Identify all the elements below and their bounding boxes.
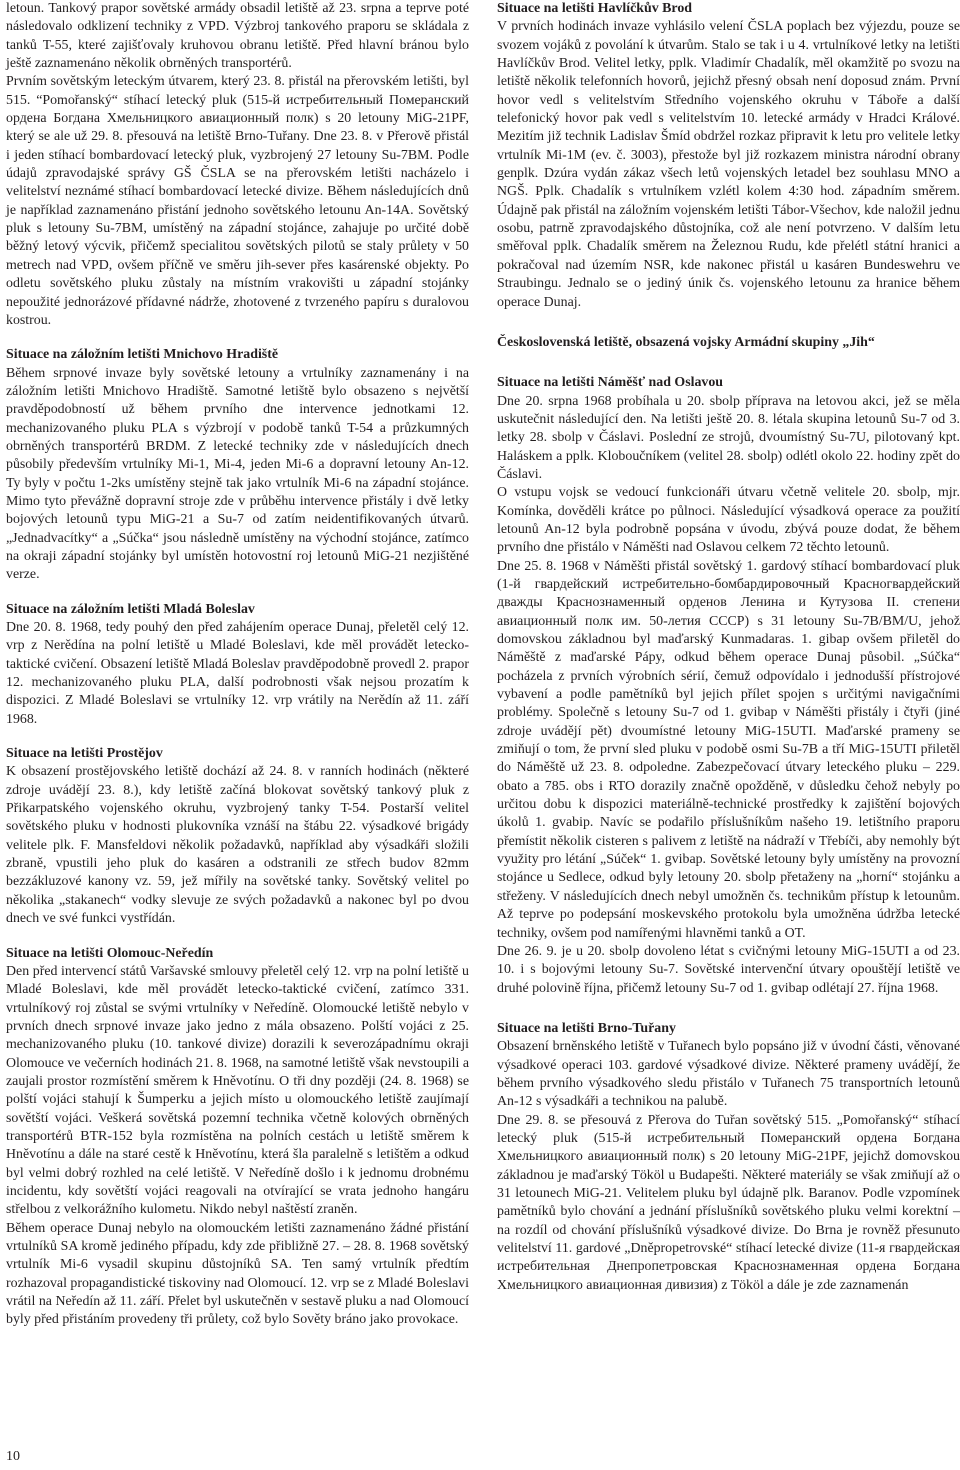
right-column [497,0,960,1295]
section-heading: Situace na letišti Náměšť nad Oslavou [497,375,724,391]
paragraph: K obsazení prostějovského letiště dochází až 24. 8. v ranních hodinách (některé zdroje uvádějí 23. 8.), kdy letiště začíná blokovat sovětský tankový pluk z Přikarpatského vojenského okruhu, vyzbrojený tanky T-54. Postarší velitel sovětského pluku v hodnosti plukovníka vznáší na štábu 22. výsadkové brigády velitele plk. F. Mansfeldovi několik požadavků, například aby výsadkáři složili zbraně, vpustili jeho pluk do kasáren a odstranili ze střech budov 82mm bezzákluzové kanony vz. 59, jež mířily na sovětské tanky. Sovětský velitel po několika „stakanech“ vodky slevuje ze svých požadavků a nakonec byl po dvou dnech ve své funkci vystřídán. [6,764,469,927]
section-heading: Situace na záložním letišti Mladá Boleslav [6,601,255,617]
paragraph: Dne 20. 8. 1968, tedy pouhý den před zahájením operace Dunaj, přeletěl celý 12. vrp z Nerědína na polní letiště u Mladé Boleslavi, kde měl provádět letecko-taktické cvičení. Obsazení letiště Mladá Boleslav pravděpodobně provedl 2. prapor 12. mechanizovaného pluku PLA, další podrobnosti však nejsou prozatím k dispozici. Z Mladé Boleslavi se vrtulníky 12. vrp vrátily na Nerědín až 11. září 1968. [6,620,469,727]
section-gap [497,312,960,334]
section-heading: Situace na letišti Havlíčkův Brod [497,1,692,16]
paragraph: Obsazení brněnského letiště v Tuřanech bylo popsáno již v úvodní části, věnované výsadkové operaci 103. gardové výsadkové divize. Některé prameny uvádějí, že během prvního výsadkového sledu přistálo v Tuřanech 75 transportních letounů An-12 s výsadkáři a technikou na palubě. [497,1039,960,1110]
chapter-heading: Československá letiště, obsazená vojsky Armádní skupiny „Jih“ [497,334,875,350]
section-heading: Situace na letišti Olomouc-Neředín [6,945,214,961]
left-column [6,0,469,1330]
page-number: 10 [6,1449,20,1464]
section-gap [6,330,469,346]
section-gap [6,929,469,945]
paragraph: Během operace Dunaj nebylo na olomouckém letišti zaznamenáno žádné přistání vrtulníků SA kromě jediného případu, kdy zde přibližně 27. – 28. 8. 1968 sovětský vrtulník Mi-6 vysadil skupinu důstojníků SA. Ten samý vrtulník předtím rozhazoval propagandistické tiskoviny nad Olomoucí. 12. vrp se z Mladé Boleslavi vrátil na Neředín až 11. září. Přelet byl uskutečněn v sestavě pluku a nad Olomoucí byly před přistáním provedeny tři průlety, což bylo Sověty bráno jako provokace. [6,1220,469,1328]
paragraph: Dne 29. 8. se přesouvá z Přerova do Tuřan sovětský 515. „Pomořanský“ stíhací letecký pluk (515-й истребительный Померанский ордена Богдана Хмельницкого авиационный полк) s 20 letouny MiG-21PF, jejichž domovskou základnou je maďarský Tököl u Budapešti. Některé materiály se však zmiňují až o 31 letounech MiG-21. Velitelem pluku byl údajně plk. Baranov. Podle vzpomínek pamětníků bylo chování a jednání příslušníků sovětského pluku velmi korektní – na rozdíl od chování příslušníků výsadkové divize. Do Brna je rovněž přesunuto velitelství 11. gardové „Dněpropetrovské“ stíhací letecké divize (11-я гвардейская истребительная Днепропетровская Краснознаменная ордена Богдана Хмельницкого авиационная дивизия) z Tököl a dále je zde zaznamenán [497,1112,960,1293]
paragraph: O vstupu vojsk se vedoucí funkcionáři útvaru včetně velitele 20. sbolp, mjr. Komínka, dověděli krátce po půlnoci. Následující výsadková operace za použití letounů An-12 byla podrobně popsána v úvodu, zbývá pouze dodat, že během prvního dne přistálo v Náměšti nad Oslavou celkem 72 těchto letounů. [497,485,960,556]
paragraph: letoun. Tankový prapor sovětské armády obsadil letiště až 23. srpna a teprve poté následovalo odklizení techniky z VPD. Výzbroj tankového praporu se skládala z tanků T-55, které zajišťovaly kruhovou obranu letiště. Před hlavní bránou bylo ještě zaznamenáno několik obrněných transportérů. [6,1,469,72]
paragraph: V prvních hodinách invaze vyhlásilo velení ČSLA poplach bez výjezdu, pouze se svozem vojáků z povolání k útvarům. Stalo se tak i u 4. vrtulníkové letky na letišti Havlíčkův Brod. Velitel letky, pplk. Vladimír Chadalík, měl okamžitě po svozu na letiště několik telefonních hovorů, jejichž přesný obsah není doposud znám. První hovor vedl s velitelstvím Středního vojenského okruhu v Táboře a další telefonický hovor pak vedl s velitelstvím 10. letecké armády v Hradci Králové. Mezitím již technik Ladislav Šmíd obdržel rozkaz připravit k letu pro velitele letky vrtulník Mi-1M (ev. č. 3003), přestože byl již rozkazem ministra národní obrany genplk. Dzúra vydán zákaz všech letů vojenských letadel bez souhlasu MNO a NGŠ. Pplk. Chadalík s vrtulníkem vzlétl kolem 4:30 hod. západním směrem. Údajně pak přistál na záložním vojenském letišti Tábor-Všechov, kde naložil jednu osobu, patrně zpravodajského důstojníka, což ale není potvrzeno. V dalším letu směřoval pplk. Chadalík směrem na Železnou Rudu, kde přelétl státní hranici a pokračoval nad územím NSR, kde nakonec přistál u kasáren Bundeswehru ve Straubingu. Jednalo se o jediný únik čs. vojenského letounu za hranice během operace Dunaj. [497,19,960,310]
section-gap [497,998,960,1020]
section-gap [497,352,960,374]
section-heading: Situace na letišti Brno-Tuřany [497,1020,676,1036]
paragraph: Během srpnové invaze byly sovětské letouny a vrtulníky zaznamenány i na záložním letišti Mnichovo Hradiště. Samotné letiště bylo obsazeno s největší pravděpodobností už během prvního dne intervence jednotkami 12. mechanizovaného pluku PLA s výzbrojí v podobě tanků T-54 a průzkumných obrněných transportérů BRDM. Z letecké techniky zde v následujících dnech působily především vrtulníky Mi-1, Mi-4, jeden Mi-6 a dopravní letouny An-12. Ty byly v počtu 1-2ks umístěny stejně tak jako vrtulník Mi-6 na západní stojánce. Mimo tyto převážně dopravní stroje zde v průběhu intervence přistály i dvě letky bojových letounů typu MiG-21 a Su-7 od zatím neidentifikovaných útvarů. „Jednadvacítky“ a „Súčka“ jsou následně umístěny na východní stojánce, zatímco na okraji západní stojánky byl umístěn hotovostní roj letounů MiG-21 nezjištěné verze. [6,365,469,583]
section-heading: Situace na záložním letišti Mnichovo Hradiště [6,347,279,363]
section-heading: Situace na letišti Prostějov [6,746,163,762]
section-gap [6,729,469,745]
paragraph: Den před intervencí států Varšavské smlouvy přeletěl celý 12. vrp na polní letiště u Mladé Boleslavi, kde měl provádět letecko-taktické cvičení, zatímco 331. vrtulníkový roj zůstal se svými vrtulníky v Neředíně. Olomoucké letiště nebylo v prvních dnech srpnové invaze jako jedno z mála obsazeno. Polští vojáci z 25. mechanizovaného pluku (10. tankové divize) dorazili k severozápadnímu okraji Olomouce ve večerních hodinách 21. 8. 1968, na samotné letiště však nevstoupili a zaujali prostor rozmístění směrem k Hněvotínu. O tři dny později (24. 8. 1968) se polští vojáci stahují k Šumperku a jejich místo u olomouckého letiště zaujímají sovětští vojáci. Veškerá sovětská pozemní technika včetně kolových obrněných transportérů BTR-152 byla rozmístěna na polních cestách u letiště směrem k Hněvotínu a dále na staré cestě k Hněvotínu, která šla paralelně s letištěm a odkud byl velmi dobrý rozhled na celé letiště. V Neředíně došlo i k jednomu drobnému incidentu, kdy sovětští vojáci reagovali na otvírající se vrata jednoho hangáru střelbou z velkorážního kulometu. Nikdo nebyl naštěstí zraněn. [6,963,469,1218]
paragraph: Dne 20. srpna 1968 probíhala u 20. sbolp příprava na letovou akci, jež se měla uskutečnit následující den. Na letišti ještě 20. 8. létala skupina letounů Su-7 od 3. letky 28. sbolp v Čáslavi. Poslední ze strojů, dvoumístný Su-7U, pilotovaný kpt. Haláskem a pplk. Kloboučníkem (velitel 28. sbolp) odlétl okolo 22. hodiny zpět do Čáslavi. [497,393,960,482]
paragraph: Prvním sovětským leteckým útvarem, který 23. 8. přistál na přerovském letišti, byl 515. “Pomořanský“ stíhací letecký pluk (515-й истребительный Померанский ордена Богдана Хмельницкого авиационный полк) s 20 letouny MiG-21PF, který se ale už 29. 8. přesouvá na letiště Brno-Tuřany. Dne 23. 8. v Přerově přistál i jeden stíhací bombardovací letecký pluk, vyzbrojený 27 letouny Su-7BM. Podle údajů zpravodajské správy GŠ ČSLA se na přerovském letišti nacházelo i velitelství neznámé stíhací bombardovací letecké divize. Během následujících dnů je například zaznamenáno přistání jednoho sovětského letounu An-14A. Sovětský pluk s letouny Su-7BM, umístěný na západní stojánce, zahajuje po určité době běžný letový výcvik, přičemž specialitou sovětských pilotů se staly průlety v 50 metrech nad VPD, ovšem příčně ve směru jih-sever přes kasárenské objekty. Po odletu sovětského pluku zůstaly na místním vrakovišti u západní stojánky nepoužité jednorázové přídavné nádrže, zhotovené z tvrzeného papíru s duralovou kostrou. [6,74,469,328]
paragraph: Dne 26. 9. je u 20. sbolp dovoleno létat s cvičnými letouny MiG-15UTI a od 23. 10. i s bojovými letouny Su-7. Sovětské intervenční útvary opouštějí letiště ve druhé polovině října, přičemž letouny Su-7 od 1. gvibap odlétají 27. října 1968. [497,943,960,996]
paragraph: Dne 25. 8. 1968 v Náměšti přistál sovětský 1. gardový stíhací bombardovací pluk (1-й гвардейский истребительно-бомбардировочный Красногвардейский дважды Краснознаменный орденов Ленина и Кутузова II. степени авиационный полк им. 50-летия СССР) s 31 letouny Su-7B/BM/U, jehož domovskou základnou byl maďarský Kunmadaras. 1. gibap ovšem přiletěl do Náměště z maďarské Pápy, odkud během operace Dunaj působil. „Súčka“ pocházela z prvních výrobních sérií, čemuž odpovídalo i jednodušší přístrojové vybavení a podle pamětníků byl jejich přílet spojen s určitými navigačními problémy. Společně s letouny Su-7 od 1. gvibap v Náměšti přistály i čtyři (jiné zdroje uvádějí pět) dvoumístné letouny MiG-15UTI. Maďarské prameny se zmiňují o tom, že první sled pluku v podobě osmi Su-7B a tří MiG-15UTI přiletěl do Náměště už 23. 8. odpoledne. Zabezpečovací útvary leteckého pluku – 229. obato a 785. obs i RTO dorazily značně opožděně, v důsledku čehož nebyly po určitou dobu k dispozici materiálně-technické prostředky k zajištění bojových úkolů 1. gvabip. Navíc se podařilo příslušníkům našeho 19. letištního praporu přemístit několik cisteren s palivem z letiště na nádraží v Třebíči, aby nemohly být využity pro létání „Súček“ 1. gvibap. Sovětské letouny byly umístěny na provozní stojánce u Sedlece, odkud byly letouny 20. sbolp přetaženy na „horní“ stojánku a střeženy. V následujících dnech nebyl umožněn čs. technikům přístup k letounům. Až teprve po podepsání moskevského protokolu byla umožněna údržba letecké techniky, ovšem pod namířenými hlavněmi tanků a OT. [497,558,960,941]
section-gap [6,585,469,601]
